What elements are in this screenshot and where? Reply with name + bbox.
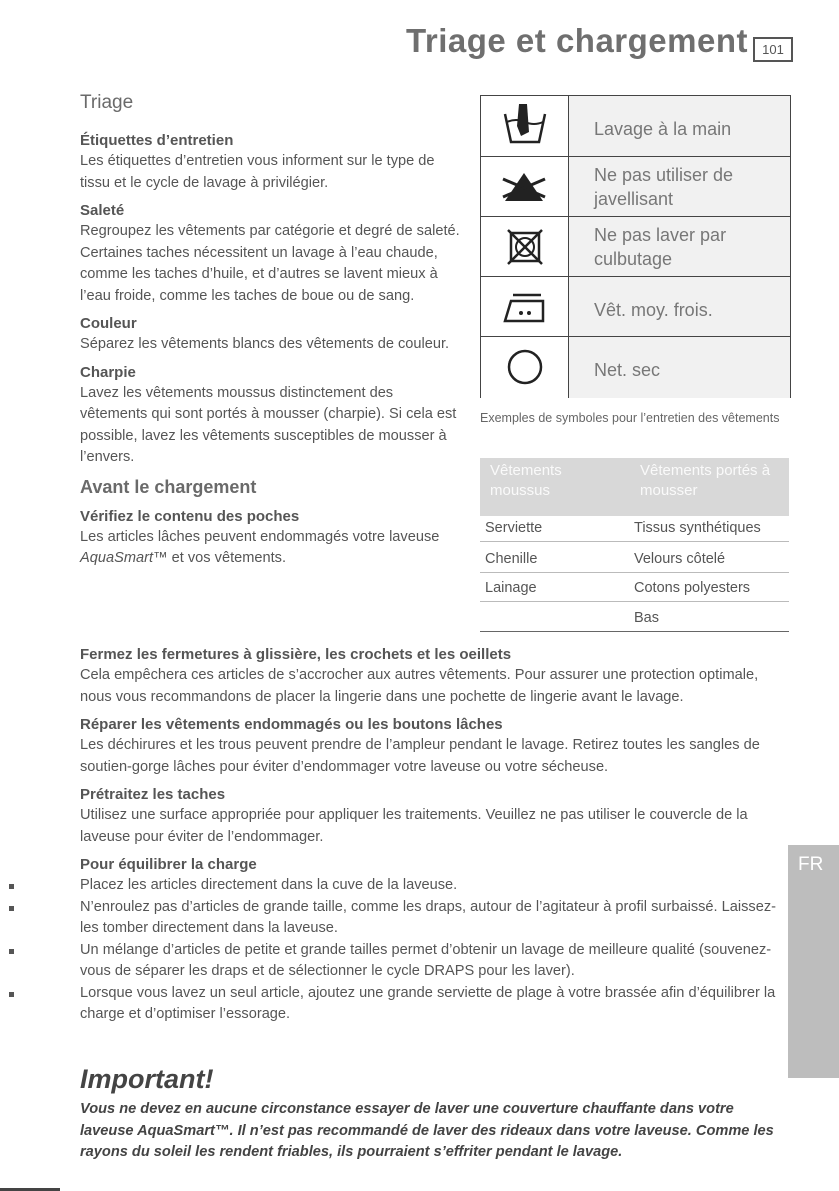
symbol-label: Ne pas utiliser de javellisant (594, 165, 734, 209)
important-text: Vous ne devez en aucune circonstance essayer de laver une couverture chauffante dans votre laveuse AquaSmart™. Il n’est pas recommandé de laver des rideaux dans votre laveuse. Comme les rayons du soleil les rendent friables, ils pourraient s’effriter pendant le lavage. (80, 1101, 774, 1160)
table-cell: Lainage (485, 580, 537, 596)
symbol-label: Net. sec (594, 360, 661, 380)
reparer-heading: Réparer les vêtements endommagés ou les boutons lâches (80, 716, 503, 733)
page-header-title: Triage et chargement (406, 22, 748, 59)
symbol-row (481, 156, 790, 217)
important-heading: Important! (80, 1064, 214, 1094)
avant-chargement-heading: Avant le chargement (80, 476, 257, 497)
poches-text-part2: ™ et vos vêtements. (153, 550, 287, 566)
poches-brand: AquaSmart (80, 550, 154, 566)
bullet-icon (9, 992, 14, 997)
couleur-text: Séparez les vêtements blancs des vêtements de couleur. (80, 336, 450, 352)
table-header: Vêtements moussus (480, 458, 630, 516)
symbol-label: Lavage à la main (594, 119, 732, 139)
table-cell: Chenille (485, 551, 538, 567)
table-cell: Serviette (485, 520, 543, 536)
iron-medium-icon (481, 277, 569, 337)
symbol-row (481, 336, 790, 398)
poches-text (80, 527, 460, 570)
couleur-heading: Couleur (80, 315, 137, 332)
table-cell: Cotons polyesters (634, 580, 751, 596)
equilibrer-list (80, 875, 780, 1026)
triage-heading: Triage (80, 92, 134, 113)
salete-heading: Saleté (80, 202, 125, 219)
poches-text-part1: Les articles lâches peuvent endommagés votre laveuse (80, 528, 440, 545)
list-item-text: Lorsque vous lavez un seul article, ajoutez une grande serviette de plage à votre brassée afin d’équilibrer la charge et d’optimiser l’essorage. (80, 984, 776, 1022)
fermetures-text: Cela empêchera ces articles de s’accrocher aux autres vêtements. Pour assurer une protection optimale, nous vous recommandons de placer la lingerie dans une pochette de lingerie avant le lavage. (80, 667, 759, 705)
symbol-row (481, 96, 790, 156)
care-symbols-table (480, 95, 791, 398)
table-cell: Tissus synthétiques (634, 520, 761, 536)
table-row (480, 547, 789, 573)
list-item (80, 875, 780, 897)
full-width-section (80, 646, 780, 1034)
symbol-row (481, 216, 790, 277)
equilibrer-heading: Pour équilibrer la charge (80, 856, 257, 873)
no-tumble-dry-icon (481, 217, 569, 277)
fermetures-heading: Fermez les fermetures à glissière, les crochets et les oeillets (80, 646, 512, 663)
page-number: 101 (753, 37, 793, 62)
table-cell: Bas (634, 610, 659, 626)
etiquettes-heading: Étiquettes d’entretien (80, 132, 234, 149)
charpie-heading: Charpie (80, 363, 136, 381)
language-tab-label: FR (798, 854, 824, 875)
pretraitez-heading: Prétraitez les taches (80, 786, 226, 803)
pretraitez-text: Utilisez une surface appropriée pour appliquer les traitements. Veuillez ne pas utiliser le couvercle de la laveuse pour éviter de l’endommager. (80, 807, 748, 845)
list-item-text: N’enroulez pas d’articles de grande taille, comme les draps, autour de l’agitateur à profil surbaissé. Laissez-les tomber directement dans la laveuse. (80, 898, 776, 936)
language-tab (788, 845, 839, 1078)
symbol-label: Vêt. moy. frois. (594, 300, 713, 320)
dry-clean-icon (481, 337, 569, 398)
list-item (80, 940, 780, 983)
no-bleach-icon (481, 157, 569, 217)
list-item-text: Un mélange d’articles de petite et grande tailles permet d’obtenir un lavage de meilleure qualité (souvenez-vous de séparer les draps et de sélectionner le cycle DRAPS pour les laver). (80, 941, 772, 979)
reparer-text: Les déchirures et les trous peuvent prendre de l’ampleur pendant le lavage. Retirez toutes les sangles de soutien-gorge lâches pour éviter d’endommager votre laveuse ou votre sécheuse. (80, 737, 760, 775)
symbol-label: Ne pas laver par culbutage (594, 225, 727, 269)
table-row (480, 516, 789, 542)
list-item (80, 897, 780, 940)
table-row (480, 576, 789, 602)
etiquettes-text: Les étiquettes d’entretien vous informent sur le type de tissu et le cycle de lavage à privilégier. (80, 153, 435, 191)
bullet-icon (9, 949, 14, 954)
bullet-icon (9, 906, 14, 911)
bullet-icon (9, 884, 14, 889)
left-column (80, 92, 460, 578)
symbol-row (481, 276, 790, 337)
list-item (80, 983, 780, 1026)
salete-text: Regroupez les vêtements par catégorie et degré de saleté. Certaines taches nécessitent un lavage à l’eau chaude, comme les taches d’huile, et d’autres se lavent mieux à l’eau froide, comme les taches de boue ou de sang. (80, 223, 460, 304)
table-row (480, 606, 789, 632)
table-cell: Velours côtelé (634, 551, 726, 567)
table-header: Vêtements portés à mousser (630, 458, 789, 516)
poches-heading: Vérifiez le contenu des poches (80, 507, 300, 525)
hand-wash-icon (481, 96, 569, 156)
list-item-text: Placez les articles directement dans la cuve de la laveuse. (80, 877, 458, 893)
symbols-caption: Exemples de symboles pour l’entretien des vêtements (480, 411, 780, 425)
charpie-text: Lavez les vêtements moussus distinctement des vêtements qui sont portés à mousser (charpie). Si cela est possible, lavez les vêtements susceptibles de mousser à l’envers. (80, 384, 457, 465)
